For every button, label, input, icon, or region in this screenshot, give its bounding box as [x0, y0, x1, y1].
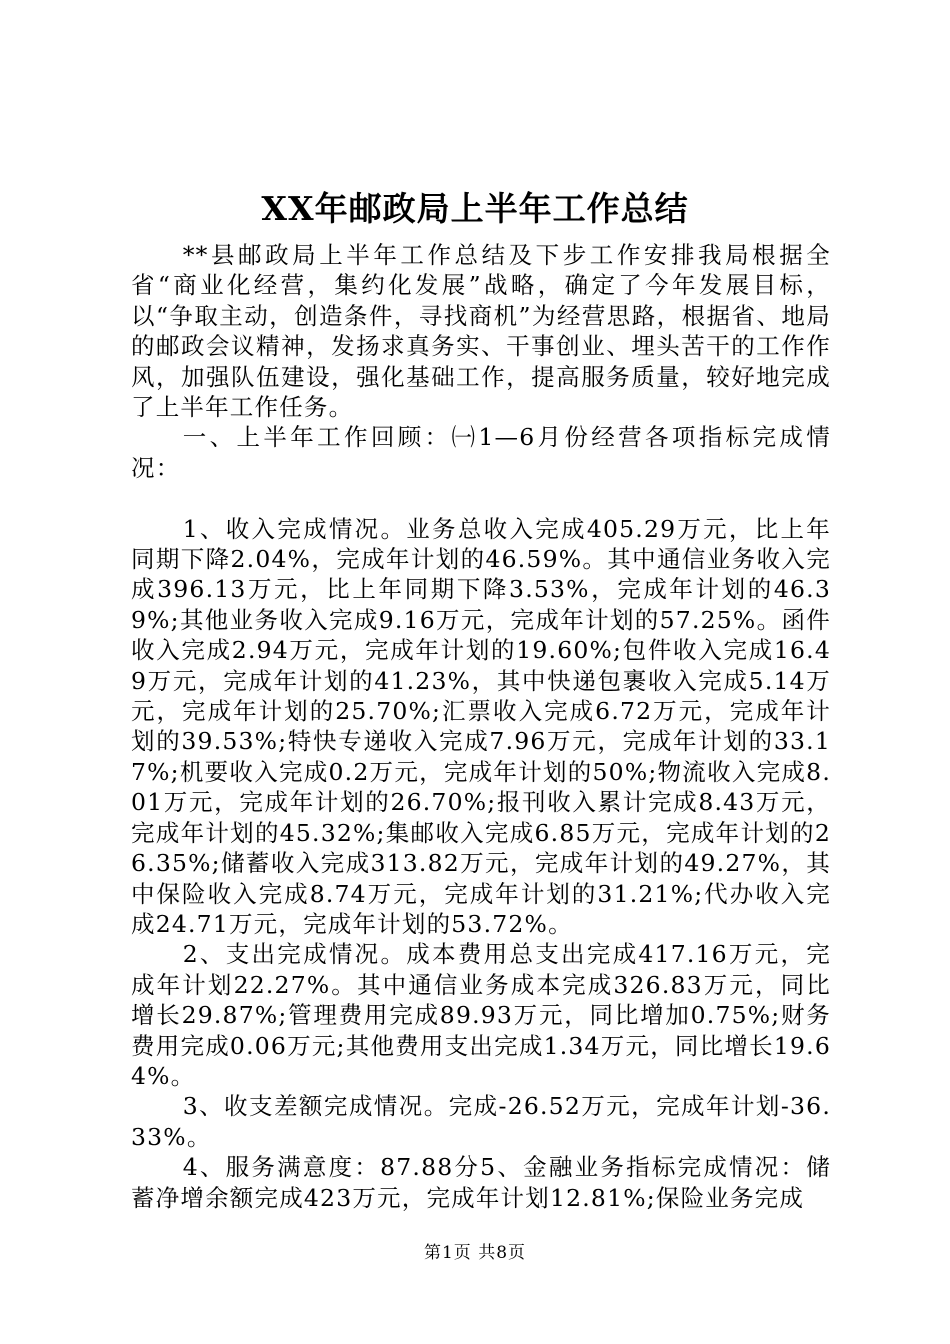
- page-indicator: 第1页 共8页: [423, 1243, 527, 1263]
- paragraph-intro: **县邮政局上半年工作总结及下步工作安排我局根据全省“商业化经营，集约化发展”战略，确定了今年发展目标，以“争取主动，创造条件，寻找商机”为经营思路，根据省、地局的邮政会议精神，发扬求真务实、干事创业、埋头苦干的工作作风，加强队伍建设，强化基础工作，提高服务质量，较好地完成了上半年工作任务。: [131, 241, 831, 422]
- document-body: [131, 240, 831, 1213]
- paragraph-spacer: [131, 483, 831, 513]
- paragraph-satisfaction: 4、服务满意度：87.88分5、金融业务指标完成情况：储蓄净增余额完成423万元，完成年计划12.81%;保险业务完成: [131, 1153, 831, 1212]
- paragraph-expenditure: 2、支出完成情况。成本费用总支出完成417.16万元，完成年计划22.27%。其中通信业务成本完成326.83万元，同比增长29.87%;管理费用完成89.93万元，同比增加0.75%;财务费用完成0.06万元;其他费用支出完成1.34万元，同比增长19.64%。: [131, 940, 831, 1090]
- document-title: XX年邮政局上半年工作总结: [261, 189, 689, 228]
- paragraph-balance: 3、收支差额完成情况。完成-26.52万元，完成年计划-36.33%。: [131, 1092, 831, 1151]
- paragraph-income: 1、收入完成情况。业务总收入完成405.29万元，比上年同期下降2.04%，完成年计划的46.59%。其中通信业务收入完成396.13万元，比上年同期下降3.53%，完成年计划的46.39%;其他业务收入完成9.16万元，完成年计划的57.25%。函件收入完成2.94万元，完成年计划的19.60%;包件收入完成16.49万元，完成年计划的41.23%，其中快递包裹收入完成5.14万元，完成年计划的25.70%;汇票收入完成6.72万元，完成年计划的39.53%;特快专递收入完成7.96万元，完成年计划的33.17%;机要收入完成0.2万元，完成年计划的50%;物流收入完成8.01万元，完成年计划的26.70%;报刊收入累计完成8.43万元，完成年计划的45.32%;集邮收入完成6.85万元，完成年计划的26.35%;储蓄收入完成313.82万元，完成年计划的49.27%，其中保险收入完成8.74万元，完成年计划的31.21%;代办收入完成24.71万元，完成年计划的53.72%。: [131, 514, 831, 938]
- paragraph-section-heading: 一、上半年工作回顾：㈠1—6月份经营各项指标完成情况：: [131, 423, 831, 482]
